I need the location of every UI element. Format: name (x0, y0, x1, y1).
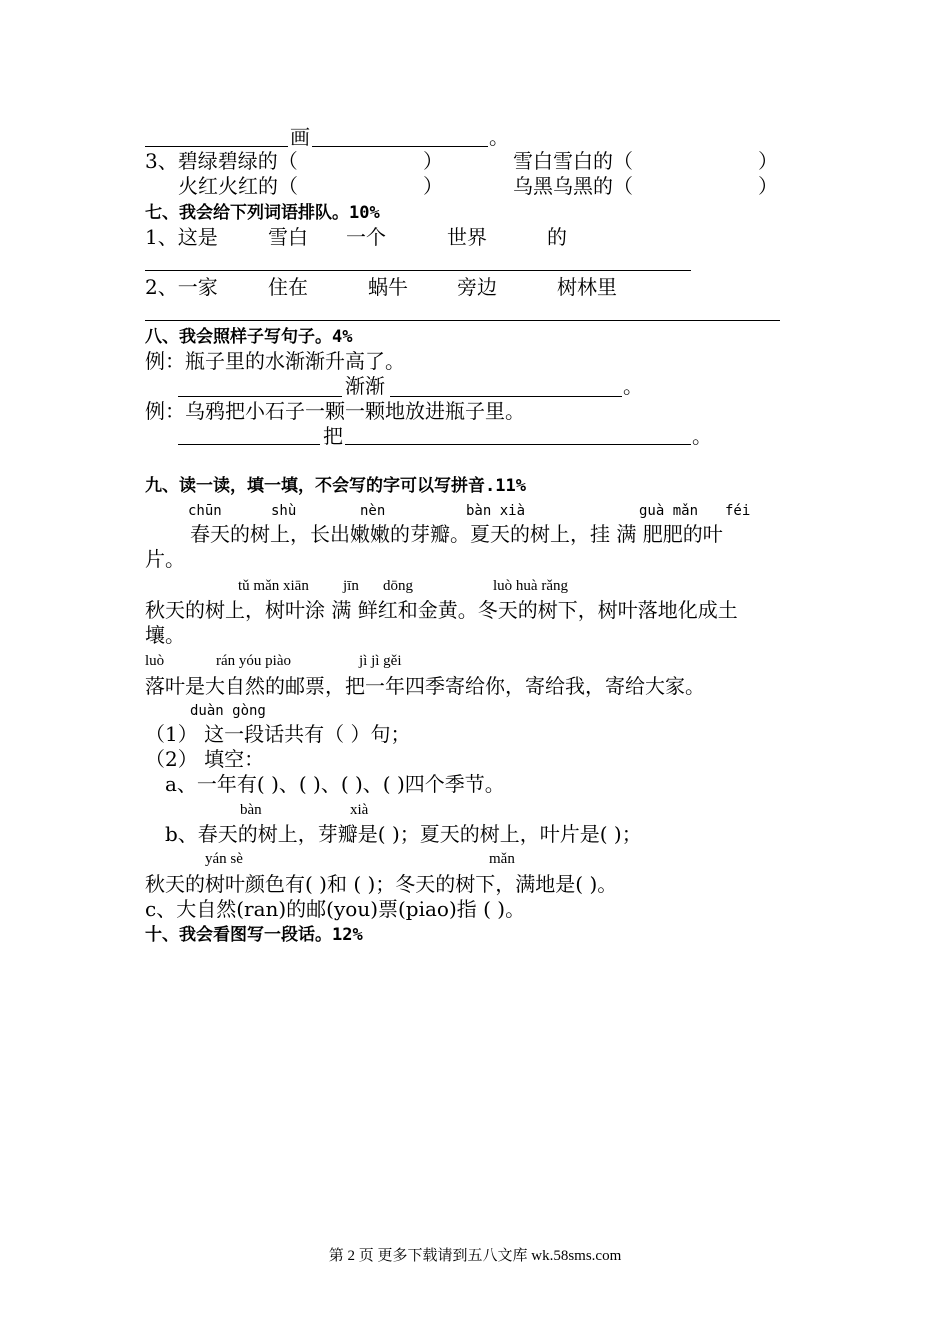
question-1: （1） 这一段话共有（ ）句； (145, 722, 411, 746)
pinyin: rán yóu piào (216, 653, 291, 669)
pinyin: dōng (383, 578, 413, 594)
pinyin: jì jì gěi (359, 653, 402, 669)
question-c: c、大自然(ran)的邮(you)票(piao)指 ( )。 (145, 897, 526, 921)
pinyin: luò (145, 653, 165, 669)
item-4-left: 火红火红的（ (178, 174, 298, 198)
pinyin: guà mǎn (639, 503, 699, 519)
pinyin: yán sè (205, 851, 243, 867)
pinyin: tǔ mǎn xiān (238, 578, 309, 594)
section-10-title: 十、我会看图写一段话。12% (145, 925, 363, 945)
example-sentence: 例：乌鸦把小石子一颗一颗地放进瓶子里。 (145, 399, 525, 423)
passage-line: 落叶是大自然的邮票，把一年四季寄给你，寄给我，寄给大家。 (145, 674, 705, 698)
word-item: 2、一家 (145, 275, 218, 299)
period: 。 (623, 374, 643, 398)
period: 。 (489, 125, 509, 149)
pinyin: luò huà rǎng (493, 578, 568, 594)
question-b: b、春天的树上，芽瓣是( )；夏天的树上，叶片是( )； (165, 822, 642, 846)
answer-blank[interactable] (145, 146, 288, 147)
word-item: 的 (547, 225, 567, 249)
answer-line[interactable] (145, 320, 780, 321)
question-b-cont: 秋天的树叶颜色有( )和 ( )；冬天的树下，满地是( )。 (145, 872, 618, 896)
page-footer: 第 2 页 更多下载请到五八文库 wk.58sms.com (328, 1248, 622, 1264)
item-3-left: 3、碧绿碧绿的（ (145, 149, 298, 173)
item-4-right: 乌黑乌黑的（ (513, 174, 633, 198)
section-8-title: 八、我会照样子写句子。4% (145, 327, 353, 347)
item-3-right: 雪白雪白的（ (513, 149, 633, 173)
paren-close: ） (423, 149, 443, 173)
paren-close: ） (758, 174, 778, 198)
word-item: 蜗牛 (368, 275, 408, 299)
answer-blank[interactable] (312, 146, 488, 147)
word-item: 旁边 (457, 275, 497, 299)
example-sentence: 例：瓶子里的水渐渐升高了。 (145, 349, 405, 373)
pinyin: bàn xià (466, 503, 526, 519)
pinyin: nèn (360, 503, 386, 519)
pinyin: jīn (343, 578, 359, 594)
question-2: （2） 填空： (145, 747, 265, 771)
pinyin: xià (350, 802, 369, 818)
pinyin: bàn (240, 802, 262, 818)
word-item: 雪白 (268, 225, 308, 249)
answer-blank[interactable] (178, 396, 342, 397)
section-7-title: 七、我会给下列词语排队。10% (145, 203, 380, 223)
word-hua: 画 (290, 125, 310, 149)
word-item: 树林里 (557, 275, 617, 299)
section-9-title: 九、读一读，填一填，不会写的字可以写拼音.11% (145, 476, 526, 496)
pinyin: chūn (188, 503, 222, 519)
pinyin: féi (725, 503, 751, 519)
passage-line: 秋天的树上，树叶涂 满 鲜红和金黄。冬天的树下，树叶落地化成土 (145, 598, 738, 622)
period: 。 (692, 424, 712, 448)
pinyin: shù (271, 503, 297, 519)
answer-blank[interactable] (390, 396, 622, 397)
answer-blank[interactable] (345, 444, 691, 445)
paren-close: ） (758, 149, 778, 173)
pinyin: mǎn (489, 851, 515, 867)
answer-line[interactable] (145, 270, 691, 271)
passage-line: 片。 (145, 547, 185, 571)
pinyin: duàn gòng (190, 703, 266, 719)
word-ba: 把 (323, 424, 343, 448)
passage-line: 壤。 (145, 623, 185, 647)
word-jianjian: 渐渐 (345, 374, 385, 398)
word-item: 1、这是 (145, 225, 218, 249)
question-a: a、一年有( )、( )、( )、( )四个季节。 (165, 772, 505, 796)
word-item: 一个 (346, 225, 386, 249)
paren-close: ） (423, 174, 443, 198)
word-item: 住在 (268, 275, 308, 299)
word-item: 世界 (447, 225, 487, 249)
passage-line: 春天的树上，长出嫩嫩的芽瓣。夏天的树上，挂 满 肥肥的叶 (190, 522, 723, 546)
answer-blank[interactable] (178, 444, 320, 445)
